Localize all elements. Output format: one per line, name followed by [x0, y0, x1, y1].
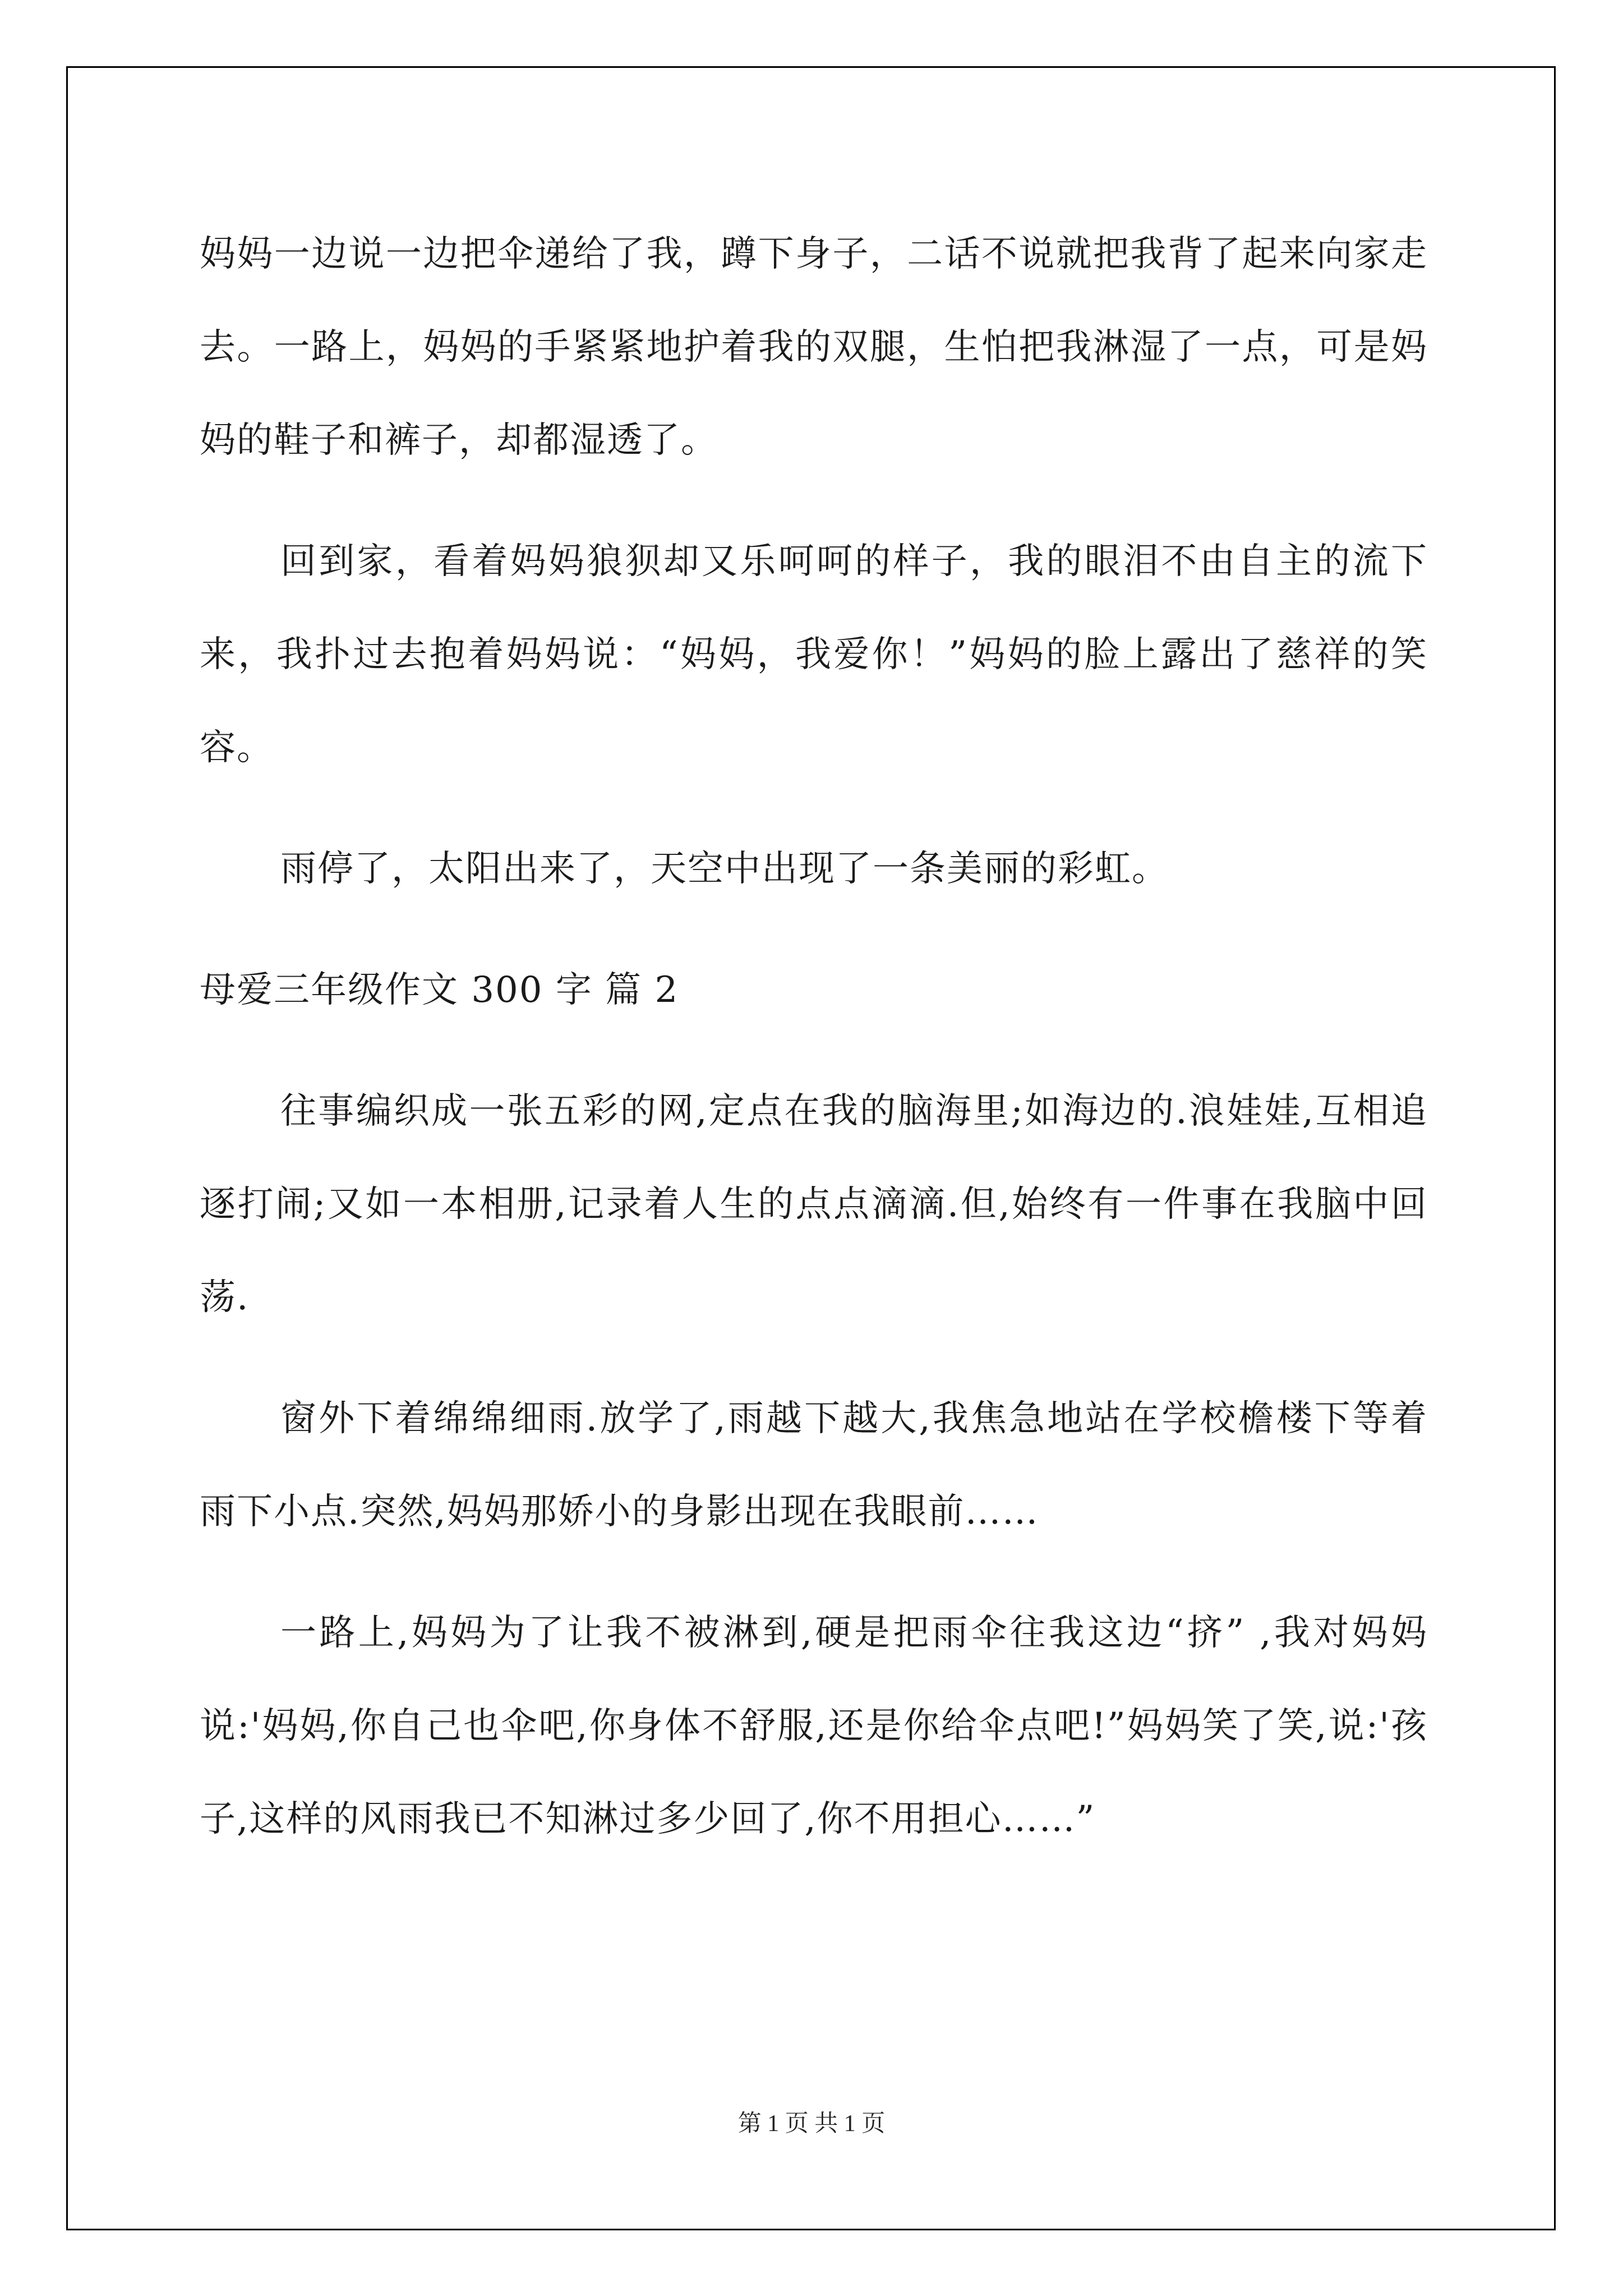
paragraph-4: 往事编织成一张五彩的网,定点在我的脑海里;如海边的.浪娃娃,互相追逐打闹;又如一本相册,记录着人生的点点滴滴.但,始终有一件事在我脑中回荡. [200, 1091, 1428, 1318]
paragraph-5: 窗外下着绵绵细雨.放学了,雨越下越大,我焦急地站在学校檐楼下等着雨下小点.突然,妈妈那娇小的身影出现在我眼前…… [200, 1398, 1428, 1533]
section-heading: 母爱三年级作文 300 字 篇 2 [200, 969, 679, 1011]
paragraph-2: 回到家，看着妈妈狼狈却又乐呵呵的样子，我的眼泪不由自主的流下来，我扑过去抱着妈妈说：“妈妈，我爱你！”妈妈的脸上露出了慈祥的笑容。 [200, 541, 1428, 769]
document-body [200, 208, 1428, 1894]
paragraph-3: 雨停了，太阳出来了，天空中出现了一条美丽的彩虹。 [280, 848, 1169, 890]
paragraph-6: 一路上,妈妈为了让我不被淋到,硬是把雨伞往我这边“挤” ,我对妈妈说:'妈妈,你自己也伞吧,你身体不舒服,还是你给伞点吧!”妈妈笑了笑,说:'孩子,这样的风雨我已不知淋过多少回了,你不用担心……” [200, 1612, 1428, 1840]
page-footer: 第 1 页 共 1 页 [737, 2111, 886, 2137]
paragraph-1: 妈妈一边说一边把伞递给了我，蹲下身子，二话不说就把我背了起来向家走去。一路上，妈妈的手紧紧地护着我的双腿，生怕把我淋湿了一点，可是妈妈的鞋子和裤子，却都湿透了。 [200, 233, 1428, 461]
